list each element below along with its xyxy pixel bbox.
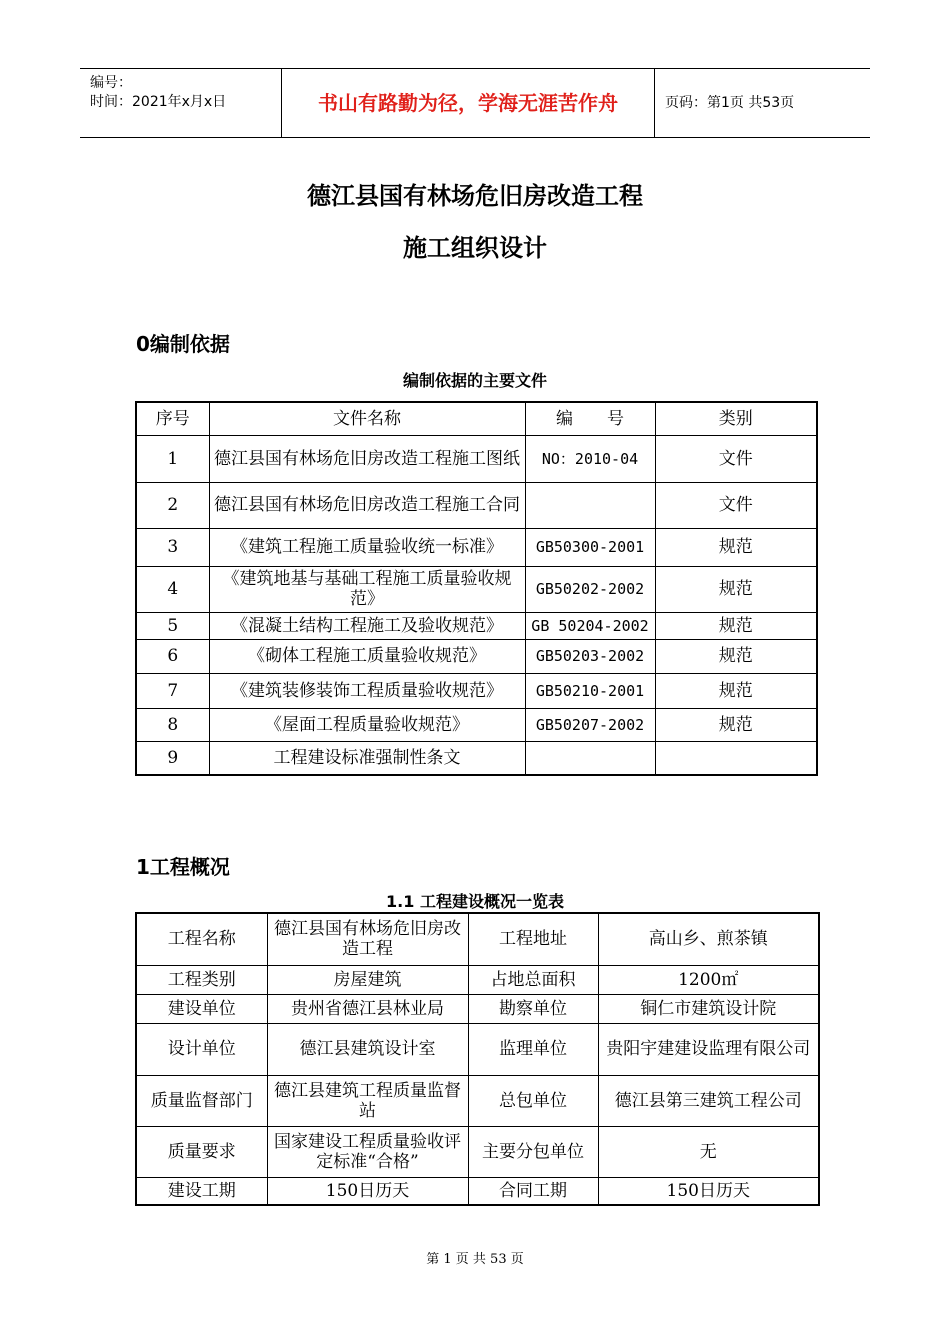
cell-label: 质量要求: [136, 1126, 267, 1177]
cell-value: 高山乡、煎茶镇: [598, 913, 819, 965]
page-header: [80, 68, 870, 138]
cell-label: 设计单位: [136, 1023, 267, 1075]
cell-value: 德江县建筑工程质量监督站: [267, 1075, 468, 1126]
cell-label: 主要分包单位: [468, 1126, 598, 1177]
table-2-caption: 1.1 工程建设概况一览表: [386, 892, 564, 911]
cell-value: 1200㎡: [598, 965, 819, 994]
column-header: 序号: [136, 402, 209, 435]
cell-value: 贵阳宇建建设监理有限公司: [598, 1023, 819, 1075]
cell-doc-name: 德江县国有林场危旧房改造工程施工图纸: [209, 435, 525, 482]
table-row: [136, 673, 817, 708]
cell-label: 建设单位: [136, 994, 267, 1023]
cell-index: 2: [136, 482, 209, 528]
cell-index: 9: [136, 741, 209, 775]
header-motto: 书山有路勤为径，学海无涯苦作舟: [282, 69, 655, 137]
column-header: 类别: [655, 402, 817, 435]
section-0-heading: 0编制依据: [136, 332, 230, 356]
table-row: [136, 639, 817, 673]
table-row: [136, 1177, 819, 1205]
cell-doc-name: 《建筑工程施工质量验收统一标准》: [209, 528, 525, 566]
cell-label: 工程名称: [136, 913, 267, 965]
table-row: [136, 1075, 819, 1126]
cell-category: 规范: [655, 612, 817, 639]
table-row: [136, 741, 817, 775]
column-header: 文件名称: [209, 402, 525, 435]
cell-label: 工程地址: [468, 913, 598, 965]
cell-value: 150日历天: [598, 1177, 819, 1205]
document-subtitle: 施工组织设计: [403, 234, 547, 262]
table-row: [136, 994, 819, 1023]
cell-label: 总包单位: [468, 1075, 598, 1126]
basis-documents-table: [135, 401, 818, 776]
doc-date: 时间：2021年x月x日: [90, 94, 227, 110]
page-footer: 第 1 页 共 53 页: [426, 1252, 524, 1267]
table-row: [136, 612, 817, 639]
cell-doc-code: NO：2010-04: [525, 435, 655, 482]
cell-doc-code: [525, 482, 655, 528]
cell-index: 8: [136, 708, 209, 741]
cell-label: 质量监督部门: [136, 1075, 267, 1126]
cell-index: 6: [136, 639, 209, 673]
table-1-caption: 编制依据的主要文件: [402, 371, 547, 390]
cell-category: 规范: [655, 673, 817, 708]
header-meta: [80, 69, 282, 137]
doc-number-label: 编号：: [90, 75, 132, 91]
cell-doc-code: GB50300-2001: [525, 528, 655, 566]
cell-doc-code: GB50203-2002: [525, 639, 655, 673]
cell-category: 文件: [655, 435, 817, 482]
header-page-info: 页码：第1页 共53页: [665, 95, 795, 111]
section-1-heading: 1工程概况: [136, 855, 230, 879]
cell-doc-code: [525, 741, 655, 775]
project-overview-table: [135, 912, 820, 1206]
cell-index: 4: [136, 566, 209, 612]
cell-category: 文件: [655, 482, 817, 528]
table-row: [136, 708, 817, 741]
cell-doc-name: 《建筑地基与基础工程施工质量验收规范》: [209, 566, 525, 612]
cell-value: 德江县国有林场危旧房改造工程: [267, 913, 468, 965]
cell-value: 贵州省德江县林业局: [267, 994, 468, 1023]
cell-label: 监理单位: [468, 1023, 598, 1075]
table-header-row: [136, 402, 817, 435]
cell-doc-code: GB50210-2001: [525, 673, 655, 708]
cell-label: 占地总面积: [468, 965, 598, 994]
cell-doc-name: 《建筑装修装饰工程质量验收规范》: [209, 673, 525, 708]
cell-doc-name: 工程建设标准强制性条文: [209, 741, 525, 775]
table-row: [136, 482, 817, 528]
cell-value: 德江县第三建筑工程公司: [598, 1075, 819, 1126]
cell-doc-code: GB50207-2002: [525, 708, 655, 741]
cell-doc-code: GB50202-2002: [525, 566, 655, 612]
cell-value: 房屋建筑: [267, 965, 468, 994]
table-row: [136, 965, 819, 994]
cell-doc-name: 《混凝土结构工程施工及验收规范》: [209, 612, 525, 639]
table-row: [136, 1023, 819, 1075]
table-row: [136, 1126, 819, 1177]
cell-value: 150日历天: [267, 1177, 468, 1205]
cell-label: 建设工期: [136, 1177, 267, 1205]
column-header: 编 号: [525, 402, 655, 435]
table-row: [136, 913, 819, 965]
cell-label: 工程类别: [136, 965, 267, 994]
cell-label: 合同工期: [468, 1177, 598, 1205]
cell-index: 5: [136, 612, 209, 639]
table-row: [136, 528, 817, 566]
cell-doc-name: 德江县国有林场危旧房改造工程施工合同: [209, 482, 525, 528]
table-row: [136, 435, 817, 482]
cell-value: 铜仁市建筑设计院: [598, 994, 819, 1023]
cell-index: 3: [136, 528, 209, 566]
cell-value: 德江县建筑设计室: [267, 1023, 468, 1075]
cell-value: 无: [598, 1126, 819, 1177]
cell-category: 规范: [655, 528, 817, 566]
cell-doc-code: GB 50204-2002: [525, 612, 655, 639]
cell-value: 国家建设工程质量验收评定标准“合格”: [267, 1126, 468, 1177]
cell-index: 7: [136, 673, 209, 708]
cell-index: 1: [136, 435, 209, 482]
cell-category: [655, 741, 817, 775]
cell-category: 规范: [655, 708, 817, 741]
cell-category: 规范: [655, 566, 817, 612]
cell-label: 勘察单位: [468, 994, 598, 1023]
document-title: 德江县国有林场危旧房改造工程: [307, 182, 643, 210]
table-row: [136, 566, 817, 612]
cell-doc-name: 《砌体工程施工质量验收规范》: [209, 639, 525, 673]
cell-doc-name: 《屋面工程质量验收规范》: [209, 708, 525, 741]
cell-category: 规范: [655, 639, 817, 673]
